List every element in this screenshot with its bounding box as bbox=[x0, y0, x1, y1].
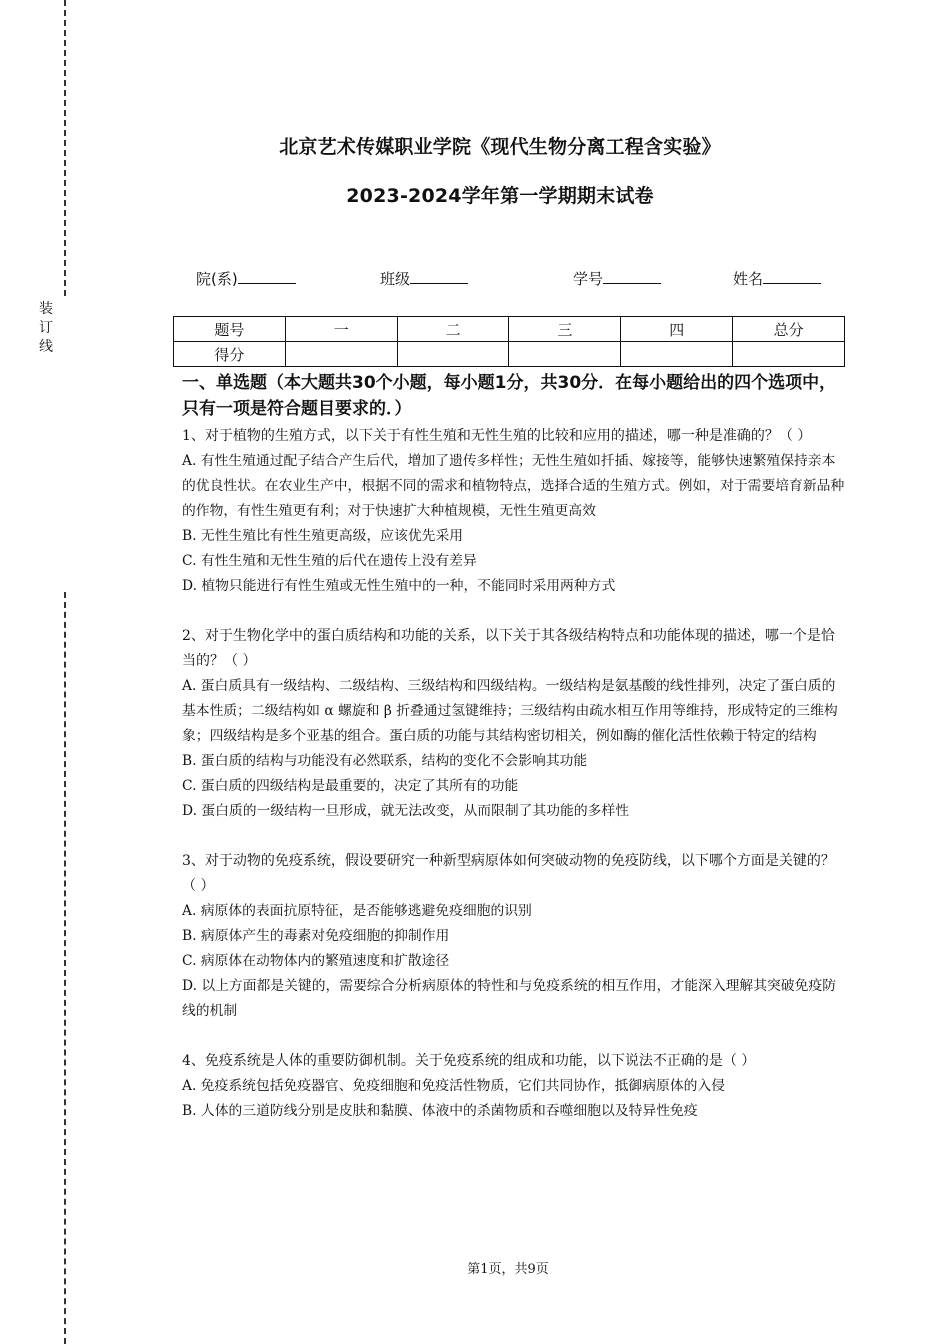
binding-char: 线 bbox=[39, 339, 53, 355]
score-cell-section-3: 三 bbox=[509, 317, 621, 342]
exam-title-line2: 2023-2024学年第一学期期末试卷 bbox=[346, 185, 654, 207]
option-a[interactable]: A. 免疫系统包括免疫器官、免疫细胞和免疫活性物质，它们共同协作，抵御病原体的入侵 bbox=[182, 1078, 726, 1094]
score-input-cell[interactable] bbox=[733, 342, 845, 367]
score-cell-section-2: 二 bbox=[397, 317, 509, 342]
score-input-cell[interactable] bbox=[285, 342, 397, 367]
binding-dashed-line-bottom bbox=[64, 592, 66, 1344]
binding-char: 订 bbox=[39, 320, 53, 336]
exam-content bbox=[182, 370, 847, 1149]
option-c[interactable]: C. 有性生殖和无性生殖的后代在遗传上没有差异 bbox=[182, 553, 477, 569]
score-input-cell[interactable] bbox=[509, 342, 621, 367]
info-label: 学号 bbox=[573, 270, 604, 288]
binding-char: 装 bbox=[39, 301, 53, 317]
section-heading: 一、单选题（本大题共30个小题，每小题1分，共30分．在每小题给出的四个选项中，只有一项是符合题目要求的．） bbox=[182, 373, 837, 419]
question-text: 4、免疫系统是人体的重要防御机制。关于免疫系统的组成和功能，以下说法不正确的是（ ） bbox=[182, 1053, 756, 1069]
page-footer: 第1页，共9页 bbox=[467, 1262, 549, 1277]
score-cell-section-1: 一 bbox=[285, 317, 397, 342]
option-b[interactable]: B. 无性生殖比有性生殖更高级，应该优先采用 bbox=[182, 528, 464, 544]
option-c[interactable]: C. 蛋白质的四级结构是最重要的，决定了其所有的功能 bbox=[182, 778, 519, 794]
option-d[interactable]: D. 植物只能进行有性生殖或无性生殖中的一种，不能同时采用两种方式 bbox=[182, 578, 616, 594]
score-cell-section-4: 四 bbox=[621, 317, 733, 342]
option-c[interactable]: C. 病原体在动物体内的繁殖速度和扩散途径 bbox=[182, 953, 450, 969]
info-field-class[interactable] bbox=[380, 268, 468, 289]
score-cell-label: 题号 bbox=[174, 317, 286, 342]
question-2 bbox=[182, 624, 847, 824]
score-table bbox=[173, 316, 845, 367]
score-table-header-row bbox=[174, 317, 845, 342]
question-3 bbox=[182, 849, 847, 1024]
option-b[interactable]: B. 蛋白质的结构与功能没有必然联系，结构的变化不会影响其功能 bbox=[182, 753, 588, 769]
option-d[interactable]: D. 蛋白质的一级结构一旦形成，就无法改变，从而限制了其功能的多样性 bbox=[182, 803, 630, 819]
score-cell-total: 总分 bbox=[733, 317, 845, 342]
option-d[interactable]: D. 以上方面都是关键的，需要综合分析病原体的特性和与免疫系统的相互作用，才能深入理解其突破免疫防线的机制 bbox=[182, 978, 836, 1019]
exam-title-line1: 北京艺术传媒职业学院《现代生物分离工程含实验》 bbox=[279, 136, 721, 158]
score-input-cell[interactable] bbox=[397, 342, 509, 367]
info-label: 班级 bbox=[380, 270, 411, 288]
info-label: 姓名 bbox=[733, 270, 764, 288]
question-1 bbox=[182, 424, 847, 599]
info-label: 院(系) bbox=[196, 270, 238, 288]
binding-label bbox=[37, 300, 55, 357]
info-field-department[interactable] bbox=[196, 268, 296, 289]
info-blank[interactable] bbox=[763, 269, 821, 284]
question-text: 3、对于动物的免疫系统，假设要研究一种新型病原体如何突破动物的免疫防线，以下哪个方面是关键的？（ ） bbox=[182, 853, 835, 894]
option-b[interactable]: B. 病原体产生的毒素对免疫细胞的抑制作用 bbox=[182, 928, 450, 944]
question-text: 1、对于植物的生殖方式，以下关于有性生殖和无性生殖的比较和应用的描述，哪一种是准确的？（ ） bbox=[182, 428, 812, 444]
option-b[interactable]: B. 人体的三道防线分别是皮肤和黏膜、体液中的杀菌物质和吞噬细胞以及特异性免疫 bbox=[182, 1103, 698, 1119]
info-blank[interactable] bbox=[603, 269, 661, 284]
info-field-name[interactable] bbox=[733, 268, 821, 289]
option-a[interactable]: A. 蛋白质具有一级结构、二级结构、三级结构和四级结构。一级结构是氨基酸的线性排列，决定了蛋白质的基本性质；二级结构如 α 螺旋和 β 折叠通过氢键维持；三级结构由疏水相互作用等维持，形成特定的三维构象；四级结构是多个亚基的组合。蛋白质的功能与其结构密切相关，例如酶的催化活性依赖于特定的结构 bbox=[182, 678, 838, 744]
score-table-score-row bbox=[174, 342, 845, 367]
info-blank[interactable] bbox=[410, 269, 468, 284]
question-text: 2、对于生物化学中的蛋白质结构和功能的关系，以下关于其各级结构特点和功能体现的描述，哪一个是恰当的？（ ） bbox=[182, 628, 835, 669]
info-blank[interactable] bbox=[238, 269, 296, 284]
option-a[interactable]: A. 病原体的表面抗原特征，是否能够逃避免疫细胞的识别 bbox=[182, 903, 532, 919]
option-a[interactable]: A. 有性生殖通过配子结合产生后代，增加了遗传多样性；无性生殖如扦插、嫁接等，能够快速繁殖保持亲本的优良性状。在农业生产中，根据不同的需求和植物特点，选择合适的生殖方式。例如，对于需要培育新品种的作物，有性生殖更有利；对于快速扩大种植规模，无性生殖更高效 bbox=[182, 453, 845, 519]
info-field-student-id[interactable] bbox=[573, 268, 661, 289]
question-4 bbox=[182, 1049, 847, 1124]
score-row-label: 得分 bbox=[174, 342, 286, 367]
score-input-cell[interactable] bbox=[621, 342, 733, 367]
